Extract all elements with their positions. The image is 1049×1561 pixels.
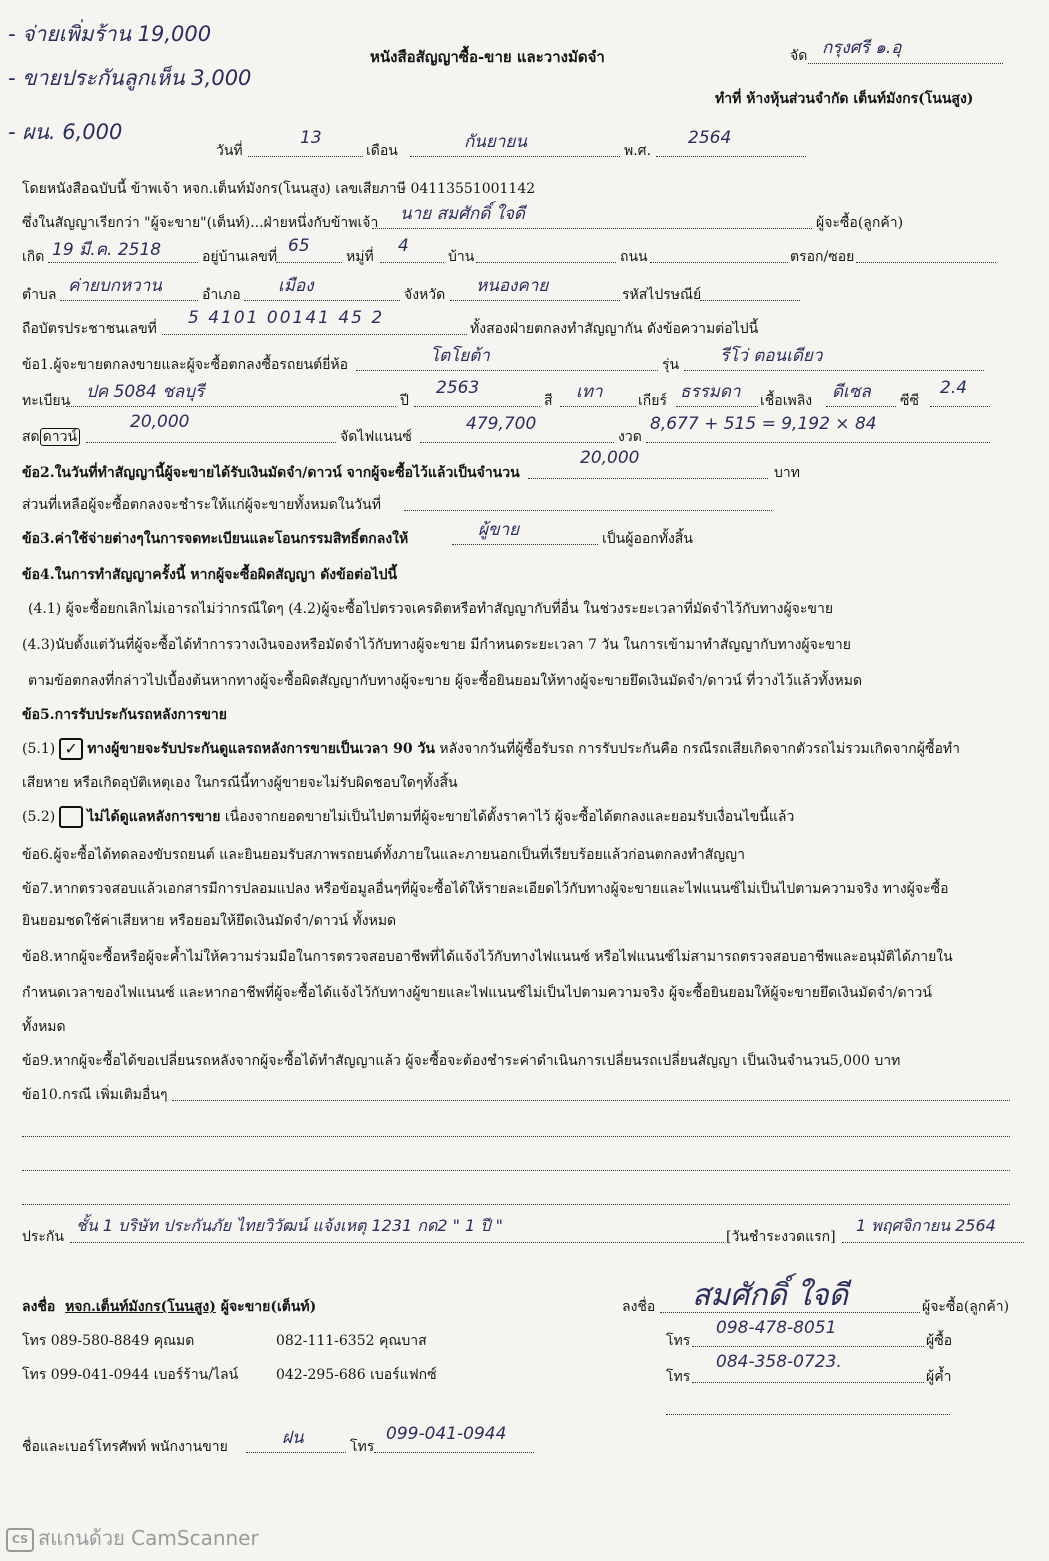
month-label: เดือน: [366, 143, 398, 159]
installment-value: 8,677 + 515 = 9,192 × 84: [650, 414, 877, 434]
staff-name: ฝน: [282, 1428, 304, 1448]
location-line: ทำที่ ห้างหุ้นส่วนจำกัด เต็นท์มังกร(โนนสูง): [715, 91, 974, 107]
margin-note-1: - จ่ายเพิ่มร้าน 19,000: [8, 22, 212, 46]
installment-label: งวด: [618, 429, 642, 445]
cc-label: ซีซี: [900, 393, 920, 409]
color-label: สี: [544, 393, 553, 409]
seller-phone-2: 082-111-6352 คุณบาส: [276, 1333, 427, 1349]
first-payment-label: [วันชำระงวดแรก]: [726, 1229, 836, 1245]
born-value: 19 มี.ค. 2518: [52, 240, 162, 260]
seller-signature-line: [22, 1296, 316, 1318]
down-value: 20,000: [130, 412, 190, 432]
seller-sign-name: หจก.เต็นท์มังกร(โนนสูง): [65, 1299, 216, 1315]
buyer-phone-value: 098-478-8051: [716, 1318, 837, 1338]
clause-3-suffix: เป็นผู้ออกทั้งสิ้น: [602, 531, 693, 547]
fuel-value: ดีเซล: [832, 382, 871, 402]
clause-4-3b: ตามข้อตกลงที่กล่าวไปเบื้องต้นหากทางผู้จะซื้อผิดสัญญากับทางผู้จะขาย ผู้จะซื้อยินยอมให้ทางผู้จะขายยึดเงินมัดจำ/ดาวน์ ที่วางไว้แล้วทั้งหมด: [28, 673, 863, 689]
insurance-value: ชั้น 1 บริษัท ประกันภัย ไทยวิวัฒน์ แจ้งเหตุ 1231 กด2 " 1 ปี ": [76, 1216, 503, 1235]
camscanner-logo: CS: [6, 1528, 34, 1552]
clause-3-value: ผู้ขาย: [478, 520, 520, 540]
seller-phone-1: โทร 089-580-8849 คุณมด: [22, 1333, 195, 1349]
day-label: วันที่: [216, 143, 243, 159]
reg-label: ทะเบียน: [22, 393, 71, 409]
month-value: กันยายน: [464, 132, 528, 152]
year-label: พ.ศ.: [624, 143, 652, 159]
id-suffix: ทั้งสองฝ่ายตกลงทำสัญญากัน ดังข้อความต่อไปนี้: [470, 321, 759, 337]
seller-phone-4: 042-295-686 เบอร์แฟกซ์: [276, 1367, 437, 1383]
moo-label: หมู่ที่: [346, 249, 374, 265]
finance-label: จัดไฟแนนซ์: [340, 429, 412, 445]
clause-5-title: ข้อ5.การรับประกันรถหลังการขาย: [22, 707, 227, 723]
id-label: ถือบัตรประชาชนเลขที่: [22, 321, 157, 337]
buyer-phone-suffix: ผู้ซื้อ: [926, 1333, 953, 1349]
seller-phone-3: โทร 099-041-0944 เบอร์ร้าน/ไลน์: [22, 1367, 239, 1383]
district-value: เมือง: [278, 276, 314, 296]
camscanner-text: สแกนด้วย CamScanner: [38, 1526, 259, 1550]
clause-5-1-checkbox[interactable]: ✓: [59, 738, 83, 760]
buyer-signature: สมศักดิ์ ใจดี: [692, 1278, 849, 1313]
margin-note-3: - ผน. 6,000: [8, 120, 123, 144]
clause-7b: ยินยอมชดใช้ค่าเสียหาย หรือยอมให้ยึดเงินมัดจำ/ดาวน์ ทั้งหมด: [22, 913, 397, 929]
road-label: ถนน: [620, 249, 648, 265]
id-value: 5 4101 00141 45 2: [188, 308, 385, 328]
guarantor-phone-label: โทร: [666, 1369, 691, 1385]
gear-value: ธรรมดา: [680, 382, 741, 402]
clause-9: ข้อ9.หากผู้จะซื้อได้ขอเปลี่ยนรถหลังจากผู้จะซื้อได้ทำสัญญาแล้ว ผู้จะซื้อจะต้องชำระค่าดำเนินการเปลี่ยนรถเปลี่ยนสัญญา เป็นเงินจำนวน5,000 บาท: [22, 1053, 901, 1069]
gear-label: เกียร์: [638, 393, 667, 409]
clause-5-2-checkbox[interactable]: [59, 806, 83, 828]
clause-4-title: ข้อ4.ในการทำสัญญาครั้งนี้ หากผู้จะซื้อผิดสัญญา ดังข้อต่อไปนี้: [22, 567, 398, 583]
clause-4-1: (4.1) ผู้จะซื้อยกเลิกไม่เอารถไม่ว่ากรณีใดๆ (4.2)ผู้จะซื้อไปตรวจเครดิตหรือทำสัญญากับที่อื่น ในช่วงระยะเวลาที่มัดจำไว้กับทางผู้จะขาย: [28, 601, 834, 617]
clause-2-amount: 20,000: [580, 448, 640, 468]
clause-2-label: ข้อ2.ในวันที่ทำสัญญานี้ผู้จะขายได้รับเงินมัดจำ/ดาวน์ จากผู้จะซื้อไว้แล้วเป็นจำนวน: [22, 465, 520, 481]
buyer-name: นาย สมศักดิ์ ใจดี: [400, 204, 525, 224]
brand-value: โตโยต้า: [430, 346, 490, 366]
day-value: 13: [300, 128, 322, 148]
district-label: อำเภอ: [202, 287, 241, 303]
clause-10: ข้อ10.กรณี เพิ่มเติมอื่นๆ: [22, 1087, 168, 1103]
cc-value: 2.4: [940, 378, 968, 398]
model-value: รีโว่ ตอนเดียว: [720, 346, 823, 366]
fuel-label: เชื้อเพลิง: [760, 393, 813, 409]
made-at-value: กรุงศรี ๑.อุ: [822, 38, 902, 58]
clause-2-unit: บาท: [774, 465, 800, 481]
clause-5-1-line: [22, 738, 960, 760]
staff-phone-label: โทร: [350, 1439, 375, 1455]
house-no-value: 65: [288, 236, 310, 256]
soi-label: ตรอก/ซอย: [790, 249, 855, 265]
vehicle-year-value: 2563: [436, 378, 480, 398]
clause-3-label: ข้อ3.ค่าใช้จ่ายต่างๆในการจดทะเบียนและโอนกรรมสิทธิ์ตกลงให้: [22, 531, 409, 547]
clause-5-1-prefix: (5.1): [22, 741, 56, 757]
cash-label: สด: [22, 429, 40, 445]
color-value: เทา: [576, 382, 603, 402]
buyer-phone-label: โทร: [666, 1333, 691, 1349]
moo-value: 4: [398, 236, 409, 256]
clause-5-2-bold: ไม่ได้ดูแลหลังการขาย: [87, 809, 221, 825]
seller-sign-suffix: ผู้จะขาย(เต็นท์): [220, 1299, 317, 1315]
clause-5-2-rest: เนื่องจากยอดขายไม่เป็นไปตามที่ผู้จะขายได้ตั้งราคาไว้ ผู้จะซื้อได้ตกลงและยอมรับเงื่อนไขนี้แล้ว: [224, 809, 795, 825]
born-label: เกิด: [22, 249, 45, 265]
subdistrict-value: ค่ายบกหวาน: [68, 276, 162, 296]
clause-8: ข้อ8.หากผู้จะซื้อหรือผู้จะค้ำไม่ให้ความร่วมมือในการตรวจสอบอาชีพที่ได้แจ้งไว้กับทางไฟแนนซ์ หรือไฟแนนซ์ไม่สามารถตรวจสอบอาชีพและอนุมัติได้ภายใน: [22, 949, 953, 965]
clause-8b: กำหนดเวลาของไฟแนนซ์ และหากอาชีพที่ผู้จะซื้อได้แจ้งไว้กับทางผู้ขายและไฟแนนซ์ไม่เป็นไปตามความจริง ผู้จะซื้อยินยอมให้ผู้จะขายยึดเงินมัดจำ/ดาวน์: [22, 985, 932, 1001]
intro-line-1: โดยหนังสือฉบับนี้ ข้าพเจ้า หจก.เต็นท์มังกร(โนนสูง) เลขเสียภาษี 04113551001142: [22, 181, 536, 197]
clause-4-3: (4.3)นับตั้งแต่วันที่ผู้จะซื้อได้ทำการวางเงินจองหรือมัดจำไว้กับทางผู้จะขาย มีกำหนดระยะเวลา 7 วัน ในการเข้ามาทำสัญญากับทางผู้จะขาย: [22, 637, 851, 653]
model-label: รุ่น: [662, 357, 680, 373]
postcode-label: รหัสไปรษณีย์: [622, 287, 702, 303]
clause-1-label: ข้อ1.ผู้จะขายตกลงขายและผู้จะซื้อตกลงซื้อรถยนต์ยี่ห้อ: [22, 357, 349, 373]
down-label: [22, 426, 80, 448]
subdistrict-label: ตำบล: [22, 287, 57, 303]
clause-8c: ทั้งหมด: [22, 1019, 66, 1035]
staff-label: ชื่อและเบอร์โทรศัพท์ พนักงานขาย: [22, 1439, 228, 1455]
reg-value: ปค 5084 ชลบุรี: [86, 382, 205, 402]
province-label: จังหวัด: [404, 287, 446, 303]
clause-2-rest: ส่วนที่เหลือผู้จะซื้อตกลงจะชำระให้แก่ผู้จะขายทั้งหมดในวันที่: [22, 497, 381, 513]
clause-5-1-bold: ทางผู้ขายจะรับประกันดูแลรถหลังการขายเป็นเวลา 90 วัน: [87, 741, 435, 757]
insurance-label: ประกัน: [22, 1229, 64, 1245]
province-value: หนองคาย: [476, 276, 549, 296]
margin-note-2: - ขายประกันลูกเห็น 3,000: [8, 66, 252, 90]
document-title: หนังสือสัญญาซื้อ-ขาย และวางมัดจำ: [370, 48, 605, 66]
clause-6: ข้อ6.ผู้จะซื้อได้ทดลองขับรถยนต์ และยินยอมรับสภาพรถยนต์ทั้งภายในและภายนอกเป็นที่เรียบร้อยแล้วก่อนตกลงทำสัญญา: [22, 847, 745, 863]
made-at-label: จัด: [790, 48, 808, 64]
buyer-name-suffix: ผู้จะซื้อ(ลูกค้า): [816, 215, 904, 231]
vehicle-year-label: ปี: [400, 393, 409, 409]
finance-value: 479,700: [466, 414, 537, 434]
down-box-label: ดาวน์: [40, 428, 80, 446]
buyer-sign-prefix: ลงชื่อ: [622, 1299, 656, 1315]
first-payment-value: 1 พฤศจิกายน 2564: [856, 1216, 996, 1235]
year-value: 2564: [688, 128, 732, 148]
clause-7: ข้อ7.หากตรวจสอบแล้วเอกสารมีการปลอมแปลง หรือข้อมูลอื่นๆที่ผู้จะซื้อได้ให้รายละเอียดไว้กับทางผู้จะขายและไฟแนนซ์ไม่เป็นไปตามความจริง ทางผู้จะซื้อ: [22, 881, 949, 897]
intro-line-2: ซึ่งในสัญญาเรียกว่า "ผู้จะขาย"(เต็นท์)...ฝ่ายหนึ่งกับข้าพเจ้า: [22, 215, 379, 231]
village-label: บ้าน: [448, 249, 475, 265]
guarantor-phone-value: 084-358-0723.: [716, 1352, 842, 1372]
clause-5-1-rest: หลังจากวันที่ผู้ซื้อรับรถ การรับประกันคือ กรณีรถเสียเกิดจากตัวรถไม่รวมเกิดจากผู้ซื้อทำ: [439, 741, 960, 757]
buyer-sign-suffix: ผู้จะซื้อ(ลูกค้า): [922, 1299, 1010, 1315]
house-no-label: อยู่บ้านเลขที่: [202, 249, 278, 265]
staff-phone-value: 099-041-0944: [386, 1424, 507, 1444]
seller-sign-prefix: ลงชื่อ: [22, 1299, 56, 1315]
camscanner-watermark: [6, 1522, 259, 1554]
guarantor-phone-suffix: ผู้ค้ำ: [926, 1369, 952, 1385]
clause-5-2-prefix: (5.2): [22, 809, 56, 825]
clause-5-1b: เสียหาย หรือเกิดอุบัติเหตุเอง ในกรณีนี้ทางผู้ขายจะไม่รับผิดชอบใดๆทั้งสิ้น: [22, 775, 458, 791]
clause-5-2-line: [22, 806, 794, 828]
